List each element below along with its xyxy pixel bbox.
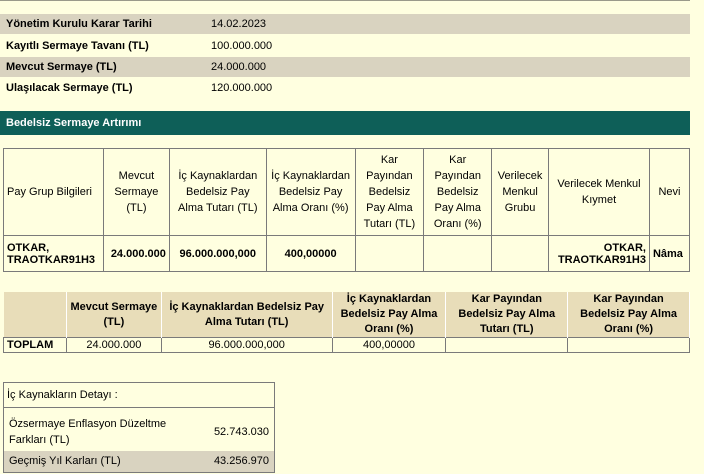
detail-label: Geçmiş Yıl Karları (TL) bbox=[9, 455, 121, 467]
info-label: Ulaşılacak Sermaye (TL) bbox=[6, 82, 133, 94]
table-header-row bbox=[4, 292, 690, 338]
column-header: Verilecek Menkul Kıymet bbox=[549, 149, 650, 236]
total-table bbox=[3, 292, 690, 353]
info-value: 120.000.000 bbox=[211, 82, 273, 94]
total-label: TOPLAM bbox=[4, 338, 67, 353]
section-title: Bedelsiz Sermaye Artırımı bbox=[6, 117, 142, 129]
share-group-table bbox=[3, 148, 690, 272]
info-value: 24.000.000 bbox=[211, 61, 267, 73]
column-header: Kar Payından Bedelsiz Pay Alma Tutarı (TL) bbox=[446, 292, 568, 338]
column-header bbox=[4, 292, 67, 338]
total-row bbox=[4, 338, 690, 353]
column-header: Kar Payından Bedelsiz Pay Alma Oranı (%) bbox=[568, 292, 690, 338]
column-header: Nevi bbox=[649, 149, 689, 236]
detail-value: 43.256.970 bbox=[213, 455, 269, 467]
table-cell: Nâma bbox=[649, 236, 689, 272]
column-header: Pay Grup Bilgileri bbox=[4, 149, 104, 236]
column-header: Verilecek Menkul Grubu bbox=[492, 149, 549, 236]
table-cell bbox=[568, 338, 690, 353]
info-label: Yönetim Kurulu Karar Tarihi bbox=[6, 18, 152, 30]
top-divider bbox=[0, 0, 690, 1]
info-label: Mevcut Sermaye (TL) bbox=[6, 61, 117, 73]
table-cell bbox=[446, 338, 568, 353]
info-value: 14.02.2023 bbox=[211, 18, 267, 30]
table-cell: 96.000.000,000 bbox=[161, 338, 332, 353]
table-cell bbox=[492, 236, 549, 272]
section-header bbox=[0, 111, 690, 135]
column-header: Kar Payından Bedelsiz Pay Alma Oranı (%) bbox=[424, 149, 492, 236]
column-header: İç Kaynaklardan Bedelsiz Pay Alma Oranı (%) bbox=[332, 292, 446, 338]
detail-title: İç Kaynakların Detayı : bbox=[7, 389, 118, 401]
table-cell bbox=[355, 236, 424, 272]
table-cell: 24.000.000 bbox=[66, 338, 161, 353]
table-cell: 400,00000 bbox=[332, 338, 446, 353]
table-cell: OTKAR, TRAOTKAR91H3 bbox=[549, 236, 650, 272]
table-cell: 400,00000 bbox=[266, 236, 355, 272]
column-header: Mevcut Sermaye (TL) bbox=[66, 292, 161, 338]
info-row-target-capital bbox=[0, 78, 690, 98]
info-label: Kayıtlı Sermaye Tavanı (TL) bbox=[6, 40, 149, 52]
detail-divider bbox=[4, 407, 274, 408]
table-cell bbox=[424, 236, 492, 272]
column-header: İç Kaynaklardan Bedelsiz Pay Alma Tutarı (TL) bbox=[169, 149, 266, 236]
info-row-current-capital bbox=[0, 57, 690, 77]
column-header: Mevcut Sermaye (TL) bbox=[103, 149, 169, 236]
info-value: 100.000.000 bbox=[211, 40, 273, 52]
internal-resources-detail bbox=[3, 382, 275, 473]
info-row-registered-capital-ceiling bbox=[0, 36, 690, 56]
table-row bbox=[4, 236, 690, 272]
info-row-board-decision-date bbox=[0, 14, 690, 34]
table-cell: OTKAR, TRAOTKAR91H3 bbox=[4, 236, 104, 272]
table-cell: 96.000.000,000 bbox=[169, 236, 266, 272]
table-cell: 24.000.000 bbox=[103, 236, 169, 272]
column-header: İç Kaynaklardan Bedelsiz Pay Alma Oranı (%) bbox=[266, 149, 355, 236]
detail-value: 52.743.030 bbox=[213, 426, 269, 438]
table-header-row bbox=[4, 149, 690, 236]
column-header: İç Kaynaklardan Bedelsiz Pay Alma Tutarı (TL) bbox=[161, 292, 332, 338]
detail-label: Özsermaye Enflasyon Düzeltme Farkları (TL) bbox=[9, 418, 167, 446]
detail-row bbox=[4, 451, 274, 472]
column-header: Kar Payından Bedelsiz Pay Alma Tutarı (TL) bbox=[355, 149, 424, 236]
